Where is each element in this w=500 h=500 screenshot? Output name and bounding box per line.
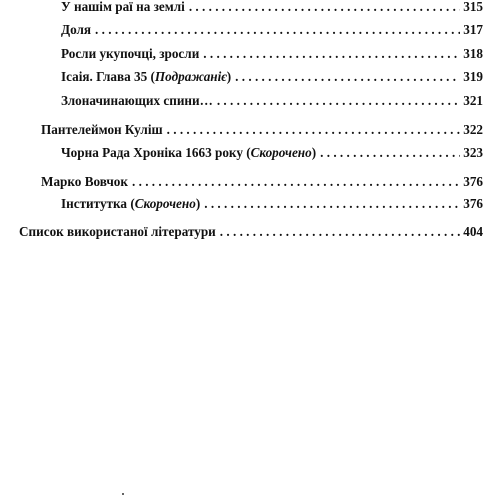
toc-page-number: 315	[463, 0, 483, 14]
toc-entry	[19, 223, 483, 240]
toc-page-number: 317	[463, 22, 483, 37]
toc-page-number: 319	[463, 69, 483, 84]
toc-dot-leader	[189, 0, 460, 15]
toc-dot-leader	[167, 121, 461, 138]
toc-page-number: 376	[463, 196, 483, 211]
scan-speck	[122, 493, 124, 495]
toc-entry-title: Інститутка (Скорочено)	[61, 196, 201, 211]
toc-entry-title: Пантелеймон Куліш	[41, 122, 163, 137]
toc-entry	[61, 68, 483, 85]
toc-entry-title: Список використаної літератури	[19, 224, 216, 239]
toc-dot-leader	[320, 144, 460, 161]
toc-page-number: 322	[463, 122, 483, 137]
toc-dot-leader	[204, 195, 460, 212]
toc-entry-title: Росли укупочці, зросли	[61, 46, 200, 61]
toc-entry-title: Доля	[61, 22, 92, 37]
toc-entry-title: Ісаія. Глава 35 (Подражаніє)	[61, 69, 232, 84]
toc-dot-leader	[203, 45, 460, 62]
toc-dot-leader	[220, 223, 460, 240]
toc-entry	[41, 173, 483, 190]
toc-entry	[61, 45, 483, 62]
toc-entry	[61, 144, 483, 161]
toc-entry	[61, 21, 483, 38]
toc-page-number: 404	[463, 224, 483, 239]
toc-dot-leader	[235, 68, 460, 85]
toc-entry-title: Марко Вовчок	[41, 174, 128, 189]
toc-page-number: 318	[463, 46, 483, 61]
toc-entry-title: У нашім раї на землі	[61, 0, 185, 14]
toc-entry	[41, 121, 483, 138]
toc-dot-leader	[95, 21, 460, 38]
toc-page-number: 323	[463, 145, 483, 160]
toc-page-number: 376	[463, 174, 483, 189]
toc-dot-leader	[132, 173, 460, 190]
toc-page-number: 321	[463, 93, 483, 108]
toc-entry-title: Чорна Рада Хроніка 1663 року (Скорочено)	[61, 145, 317, 160]
toc-entry	[61, 195, 483, 212]
toc-entry	[61, 92, 483, 109]
toc-entry-title: Злоначинающих спини…	[61, 93, 213, 108]
toc-dot-leader	[217, 92, 460, 109]
toc-entry	[61, 0, 483, 15]
